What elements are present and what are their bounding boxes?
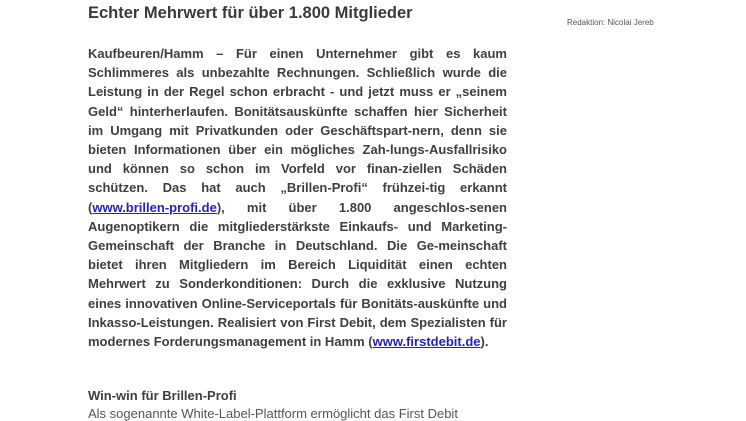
firstdebit-link[interactable]: www.firstdebit.de xyxy=(372,334,481,350)
lead-paragraph xyxy=(88,44,507,351)
brillen-profi-link[interactable]: www.brillen-profi.de xyxy=(92,199,217,215)
editor-credit: Redaktion: Nicolai Jereb xyxy=(567,18,654,27)
article-title: Echter Mehrwert für über 1.800 Mitglieder xyxy=(88,4,413,22)
body-paragraph: Als sogenannte White-Label-Plattform ermöglicht das First Debit xyxy=(88,406,458,421)
section-subheading: Win-win für Brillen-Profi xyxy=(88,388,237,403)
lead-text-3: ). xyxy=(480,334,489,350)
lead-text-1: Kaufbeuren/Hamm – Für einen Unternehmer gibt es kaum Schlimmeres als unbezahlte Rechnungen. Schließlich wurde die Leistung in der Regel schon erbracht - und jetzt muss er „seinem Geld“ hinterherlaufen. Bonitätsauskünfte schaffen hier Sicherheit im Umgang mit Privatkunden oder Geschäftspart-nern, denn sie bieten Informationen über ein mögliches Zah-lungs-Ausfallrisiko und können so schon im Vorfeld vor finan-ziellen Schäden schützen. Das hat auch „Brillen-Profi“ frühzei-tig erkannt ( xyxy=(88,46,507,215)
lead-text-2: ), mit über 1.800 angeschlos-senen Augenoptikern die mitgliederstärkste Einkaufs- und Marketing-Gemeinschaft der Branche in Deutschland. Die Ge-meinschaft bietet ihren Mitgliedern im Bereich Liquidität einen echten Mehrwert zu Sonderkonditionen: Durch die exklusive Nutzung eines innovativen Online-Serviceportals für Bonitäts-auskünfte und Inkasso-Leistungen. Realisiert von First Debit, dem Spezialisten für modernes Forderungsmanagement in Hamm ( xyxy=(88,199,507,350)
